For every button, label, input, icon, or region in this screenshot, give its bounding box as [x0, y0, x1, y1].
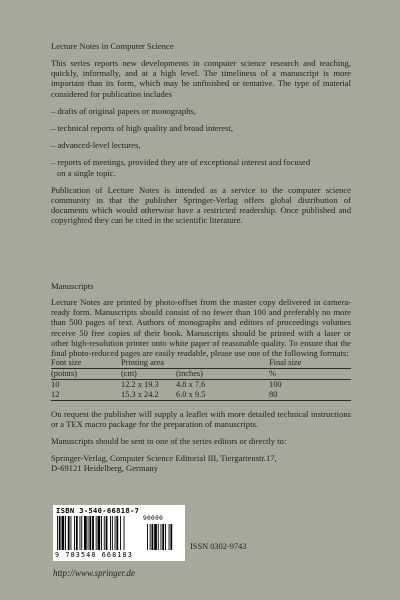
publisher-url[interactable]: http://www.springer.de [53, 568, 135, 578]
list-item: – reports of meetings, provided they are of exceptional interest and focused [51, 157, 311, 168]
send-paragraph: Manuscripts should be sent to one of the series editors or directly to: [51, 435, 287, 446]
list-item: – technical reports of high quality and broad interest, [51, 123, 234, 134]
address-line: D-69121 Heidelberg, Germany [51, 462, 158, 473]
series-description [51, 41, 351, 233]
barcode-bar [98, 516, 101, 550]
barcode-digits: 9 783540 668183 [55, 551, 133, 559]
formats-table [51, 358, 351, 401]
barcode-bar [110, 516, 111, 550]
addon-bar [150, 524, 151, 550]
addon-bar [147, 524, 148, 550]
barcode-bar [92, 516, 94, 550]
header-font-size: Font size [51, 358, 121, 369]
barcode-bar [62, 516, 65, 550]
barcode-bar [115, 516, 116, 550]
addon-bar [169, 524, 170, 550]
issn: ISSN 0302-9743 [190, 542, 247, 551]
cell-inches: 4.8 x 7.6 [176, 380, 206, 390]
header-inches: (inches) [176, 369, 269, 380]
barcode-bar [89, 516, 91, 550]
cell-final: 80 [269, 390, 351, 401]
barcode-bar [80, 516, 81, 550]
request-paragraph: On request the publisher will supply a leaflet with more detailed technical instructions or a TEX macro package for the preparation of manuscripts. [51, 409, 351, 430]
manuscripts-heading: Manuscripts [51, 281, 94, 291]
cell-inches: 6.0 x 9.5 [176, 390, 269, 401]
manuscripts-paragraph: Lecture Notes are printed by photo-offset from the master copy delivered in camera-ready form. Manuscripts should consist of no fewer than 100 and preferably no more than 500 pages of text. Authors of monographs and editors of proceedings volumes receive 50 free copies of their book. Manuscripts should be printed with a laser or other high-resolution printer onto white paper of reasonable quality. To ensure that the final photo-reduced pages are easily readable, please use one of the following formats: [51, 297, 351, 359]
cell-final: 100 [269, 380, 282, 390]
intro-paragraph: This series reports new developments in computer science research and teaching, quickly, informally, and at a high level. The timeliness of a manuscript is more important than its form, which may be unfinished or tentative. The type of material considered for publication includes [51, 58, 351, 99]
header-cm: (cm) [121, 369, 176, 380]
list-item-wrap-text: on a single topic. [57, 167, 116, 178]
barcode-bar [57, 516, 58, 550]
header-printing-area: Printing area [121, 358, 269, 369]
header-final-size: Final size [269, 358, 351, 369]
barcode-bar [88, 516, 89, 550]
isbn-label: ISBN 3-540-66818-7 [56, 506, 140, 515]
addon-bar [158, 524, 159, 550]
barcode-bar [124, 516, 125, 550]
barcode-bar [68, 516, 70, 550]
addon-bar [162, 524, 164, 550]
barcode-bar [84, 516, 87, 550]
table-row [51, 380, 351, 391]
publisher-address [51, 453, 351, 473]
barcode-bar [96, 516, 97, 550]
addon-bar [170, 524, 172, 550]
cell-font: 10 [51, 380, 60, 390]
barcode-bar [81, 516, 82, 550]
material-list [51, 106, 351, 178]
barcode-bar [101, 516, 102, 550]
barcode-bar [116, 516, 118, 550]
barcode-bar [76, 516, 78, 550]
manuscripts-section [51, 281, 351, 473]
barcode-bar [65, 516, 66, 550]
address-line: Springer-Verlag, Computer Science Editorial III, Tiergartenstr.17, [51, 452, 277, 463]
cell-cm: 12.2 x 19.3 [121, 380, 159, 390]
barcode-bar [112, 516, 113, 550]
barcode-bar [104, 516, 105, 550]
publication-paragraph: Publication of Lecture Notes is intended as a service to the computer science community in that the publisher Springer-Verlag offers global distribution of documents which would otherwise have a restricted readership. Once published and copyrighted they can be cited in the scientific literature. [51, 184, 351, 226]
barcode [53, 505, 185, 561]
barcode-bar [120, 516, 121, 550]
addon-bar [161, 524, 162, 550]
addon-bar [154, 524, 157, 550]
table-row [51, 390, 351, 401]
cell-cm: 15.3 x 24.2 [121, 390, 176, 401]
header-points: (points) [51, 369, 121, 380]
list-item: – drafts of original papers or monographs, [51, 105, 196, 116]
barcode-bar [74, 516, 75, 550]
cell-font: 12 [51, 390, 121, 401]
price-addon: 90000 [143, 515, 164, 522]
addon-bar [152, 524, 154, 550]
addon-bar [165, 524, 166, 550]
barcode-bar [59, 516, 61, 550]
series-title: Lecture Notes in Computer Science [51, 41, 174, 51]
header-percent: % [269, 369, 351, 380]
barcode-bar [106, 516, 108, 550]
list-item-continuation [51, 168, 351, 178]
list-item: – advanced-level lectures, [51, 140, 141, 151]
barcode-bar [71, 516, 72, 550]
